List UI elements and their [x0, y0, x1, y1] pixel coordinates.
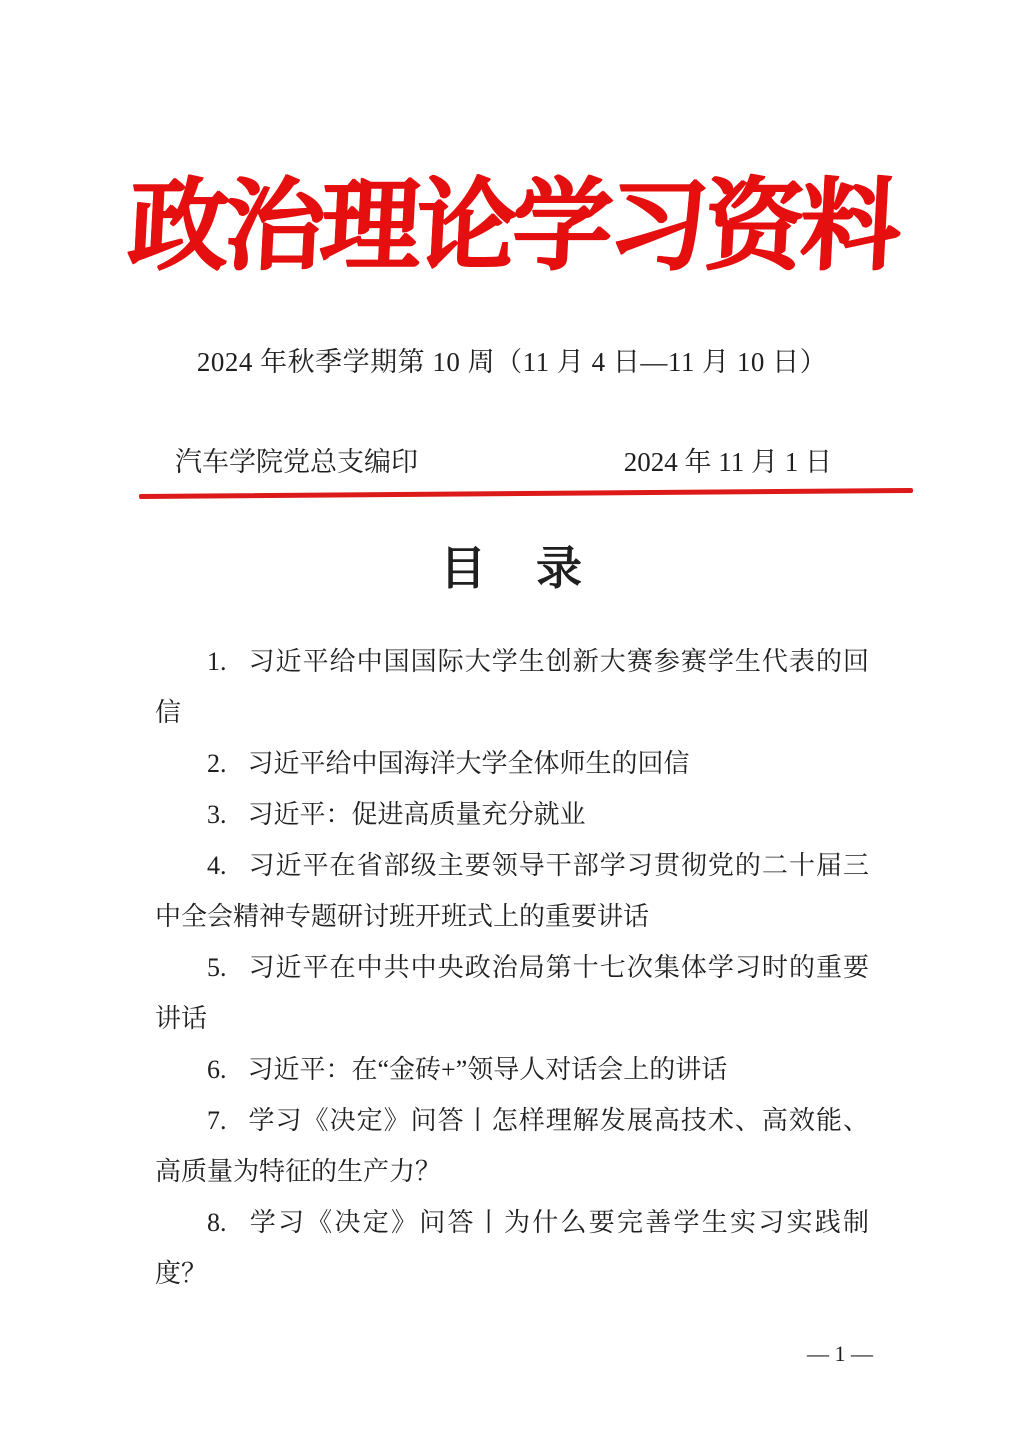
toc-item — [155, 738, 869, 789]
toc-item-title: 习近平在省部级主要领导干部学习贯彻党的二十届三中全会精神专题研讨班开班式上的重要讲话 — [155, 851, 869, 931]
toc-item — [155, 1095, 869, 1197]
toc-item — [155, 840, 869, 942]
toc-item-number: 5. — [207, 953, 227, 982]
toc-heading: 目 录 — [440, 543, 584, 594]
toc-item-number: 6. — [207, 1055, 227, 1084]
print-date: 2024 年 11 月 1 日 — [623, 447, 832, 477]
toc-item-number: 8. — [207, 1208, 227, 1237]
publisher: 汽车学院党总支编印 — [175, 447, 418, 477]
toc-item-title: 学习《决定》问答丨怎样理解发展高技术、高效能、高质量为特征的生产力？ — [155, 1106, 869, 1186]
document-title: 政治理论学习资料 — [125, 171, 899, 282]
red-divider-rule — [139, 488, 913, 499]
issue-period: 2024 年秋季学期第 10 周（11 月 4 日—11 月 10 日） — [196, 347, 828, 377]
toc-item — [155, 942, 869, 1044]
toc-item — [155, 1044, 869, 1095]
toc-list — [155, 636, 869, 1299]
toc-item-title: 习近平给中国海洋大学全体师生的回信 — [247, 749, 690, 778]
toc-item — [155, 789, 869, 840]
toc-item — [155, 636, 869, 738]
page-number: — 1 — — [807, 1341, 873, 1366]
toc-item-number: 4. — [207, 851, 227, 880]
toc-item-number: 2. — [207, 749, 227, 778]
toc-item-title: 学习《决定》问答丨为什么要完善学生实习实践制度？ — [155, 1208, 869, 1288]
toc-item — [155, 1197, 869, 1299]
toc-item-number: 1. — [207, 647, 227, 676]
toc-item-number: 7. — [207, 1106, 227, 1135]
toc-item-title: 习近平给中国国际大学生创新大赛参赛学生代表的回信 — [155, 647, 869, 727]
toc-item-title: 习近平：促进高质量充分就业 — [247, 800, 586, 829]
publisher-row — [175, 444, 832, 480]
toc-item-number: 3. — [207, 800, 227, 829]
toc-item-title: 习近平在中共中央政治局第十七次集体学习时的重要讲话 — [155, 953, 869, 1033]
toc-item-title: 习近平：在“金砖+”领导人对话会上的讲话 — [247, 1055, 728, 1084]
